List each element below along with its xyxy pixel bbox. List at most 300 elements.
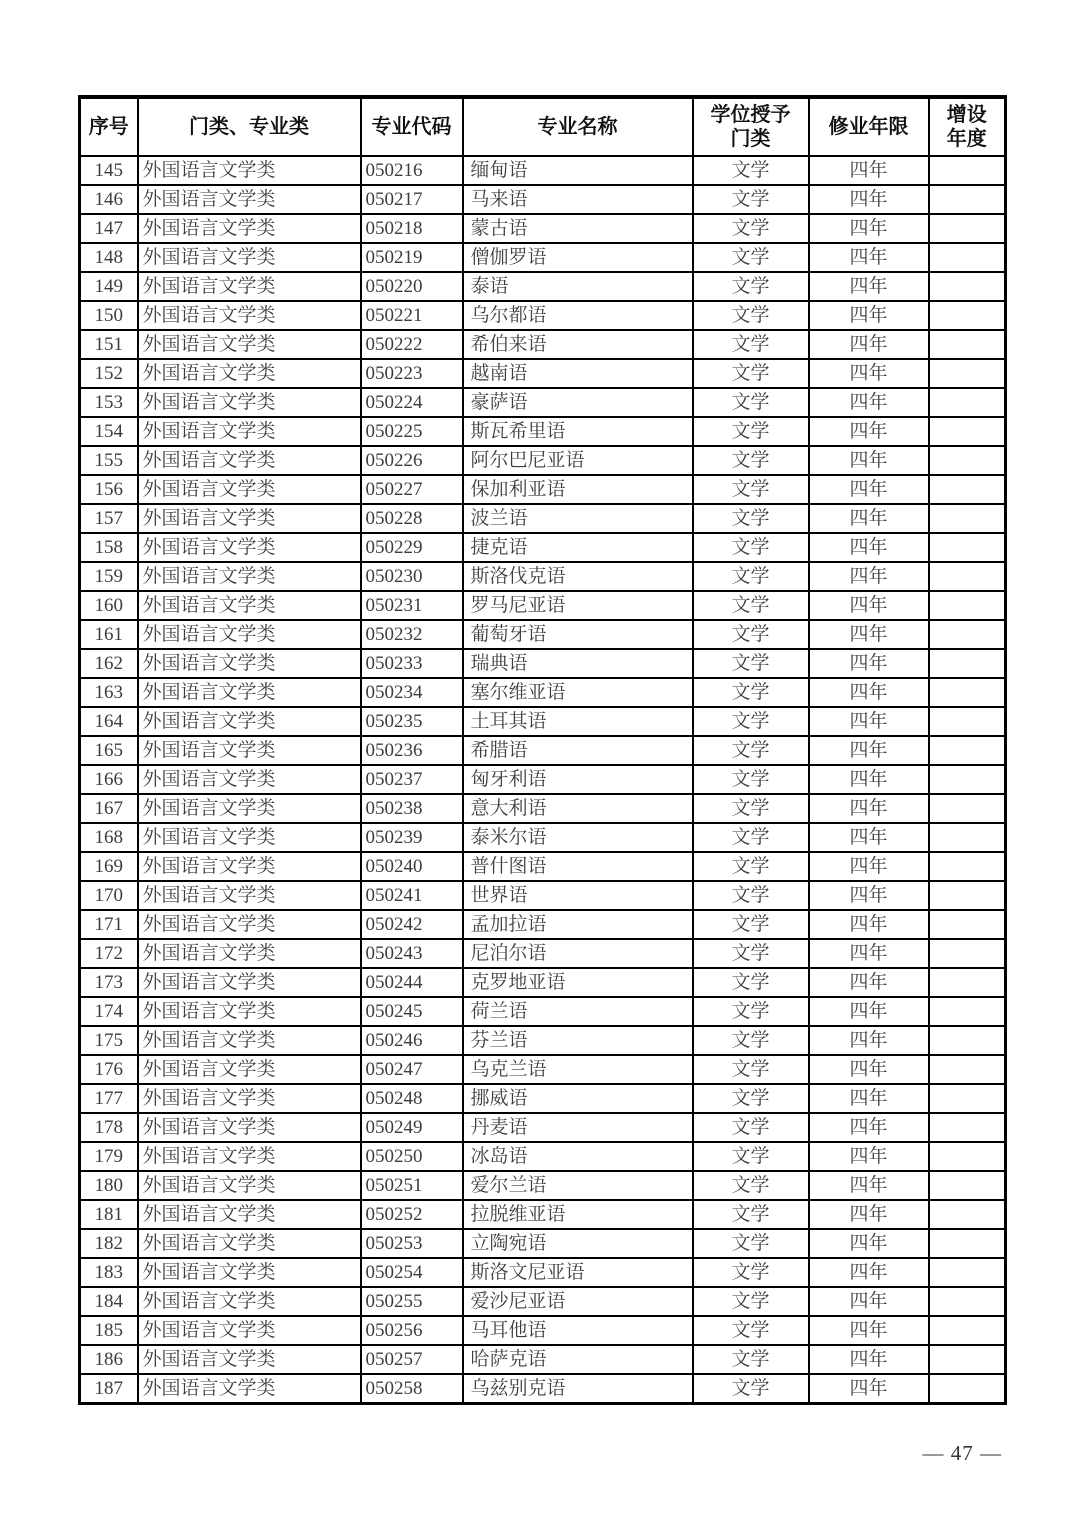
major-code-cell: 050227 [361, 475, 463, 504]
serial-number-cell: 180 [80, 1171, 138, 1200]
serial-number-cell: 184 [80, 1287, 138, 1316]
major-name-cell: 斯瓦希里语 [463, 417, 693, 446]
study-duration-cell: 四年 [809, 214, 929, 243]
serial-number-cell: 165 [80, 736, 138, 765]
page-number: — 47 — [922, 1441, 1002, 1465]
serial-number-cell: 181 [80, 1200, 138, 1229]
year-added-cell [929, 243, 1006, 272]
year-added-cell [929, 1374, 1006, 1404]
category-cell: 外国语言文学类 [138, 1171, 361, 1200]
study-duration-cell: 四年 [809, 1258, 929, 1287]
serial-number-cell: 166 [80, 765, 138, 794]
year-added-cell [929, 852, 1006, 881]
category-cell: 外国语言文学类 [138, 1084, 361, 1113]
major-code-cell: 050232 [361, 620, 463, 649]
degree-category-cell: 文学 [693, 968, 809, 997]
major-name-cell: 泰米尔语 [463, 823, 693, 852]
serial-number-cell: 185 [80, 1316, 138, 1345]
serial-number-cell: 177 [80, 1084, 138, 1113]
degree-category-cell: 文学 [693, 359, 809, 388]
table-row [80, 301, 1006, 330]
degree-category-cell: 文学 [693, 1374, 809, 1404]
major-code-cell: 050228 [361, 504, 463, 533]
table-row [80, 678, 1006, 707]
year-added-cell [929, 388, 1006, 417]
year-added-cell [929, 156, 1006, 185]
degree-category-cell: 文学 [693, 446, 809, 475]
serial-number-cell: 160 [80, 591, 138, 620]
study-duration-cell: 四年 [809, 562, 929, 591]
serial-number-cell: 155 [80, 446, 138, 475]
serial-number-cell: 171 [80, 910, 138, 939]
major-code-cell: 050257 [361, 1345, 463, 1374]
year-added-cell [929, 1200, 1006, 1229]
category-cell: 外国语言文学类 [138, 881, 361, 910]
major-name-cell: 希伯来语 [463, 330, 693, 359]
category-cell: 外国语言文学类 [138, 591, 361, 620]
table-row [80, 359, 1006, 388]
major-code-cell: 050235 [361, 707, 463, 736]
year-added-cell [929, 794, 1006, 823]
year-added-cell [929, 417, 1006, 446]
table-row [80, 910, 1006, 939]
major-code-cell: 050239 [361, 823, 463, 852]
table-row [80, 765, 1006, 794]
degree-category-cell: 文学 [693, 620, 809, 649]
table-header [80, 97, 1006, 156]
table-row [80, 1142, 1006, 1171]
year-added-cell [929, 678, 1006, 707]
year-added-cell [929, 823, 1006, 852]
table-row [80, 1200, 1006, 1229]
major-name-cell: 芬兰语 [463, 1026, 693, 1055]
major-name-cell: 斯洛文尼亚语 [463, 1258, 693, 1287]
major-code-cell: 050223 [361, 359, 463, 388]
major-code-cell: 050255 [361, 1287, 463, 1316]
table-body [80, 156, 1006, 1404]
major-name-cell: 泰语 [463, 272, 693, 301]
table-row [80, 214, 1006, 243]
major-name-cell: 挪威语 [463, 1084, 693, 1113]
year-added-cell [929, 1142, 1006, 1171]
category-cell: 外国语言文学类 [138, 1142, 361, 1171]
year-added-cell [929, 591, 1006, 620]
serial-number-cell: 153 [80, 388, 138, 417]
major-code-cell: 050217 [361, 185, 463, 214]
study-duration-cell: 四年 [809, 794, 929, 823]
category-cell: 外国语言文学类 [138, 301, 361, 330]
study-duration-cell: 四年 [809, 243, 929, 272]
degree-category-cell: 文学 [693, 417, 809, 446]
degree-category-cell: 文学 [693, 533, 809, 562]
table-row [80, 881, 1006, 910]
serial-number-cell: 175 [80, 1026, 138, 1055]
serial-number-cell: 173 [80, 968, 138, 997]
major-code-cell: 050237 [361, 765, 463, 794]
major-code-cell: 050253 [361, 1229, 463, 1258]
year-added-cell [929, 881, 1006, 910]
category-cell: 外国语言文学类 [138, 678, 361, 707]
study-duration-cell: 四年 [809, 678, 929, 707]
table-row [80, 794, 1006, 823]
degree-category-cell: 文学 [693, 156, 809, 185]
major-name-cell: 爱沙尼亚语 [463, 1287, 693, 1316]
major-code-cell: 050248 [361, 1084, 463, 1113]
major-name-cell: 荷兰语 [463, 997, 693, 1026]
category-cell: 外国语言文学类 [138, 185, 361, 214]
table-row [80, 852, 1006, 881]
degree-category-cell: 文学 [693, 475, 809, 504]
table-row [80, 1171, 1006, 1200]
year-added-cell [929, 562, 1006, 591]
major-code-cell: 050236 [361, 736, 463, 765]
degree-category-cell: 文学 [693, 388, 809, 417]
year-added-cell [929, 1258, 1006, 1287]
study-duration-cell: 四年 [809, 1055, 929, 1084]
degree-category-cell: 文学 [693, 997, 809, 1026]
major-name-cell: 爱尔兰语 [463, 1171, 693, 1200]
major-name-cell: 越南语 [463, 359, 693, 388]
study-duration-cell: 四年 [809, 1316, 929, 1345]
study-duration-cell: 四年 [809, 910, 929, 939]
major-code-cell: 050243 [361, 939, 463, 968]
major-name-cell: 阿尔巴尼亚语 [463, 446, 693, 475]
degree-category-cell: 文学 [693, 707, 809, 736]
degree-category-cell: 文学 [693, 1171, 809, 1200]
study-duration-cell: 四年 [809, 881, 929, 910]
serial-number-cell: 172 [80, 939, 138, 968]
category-cell: 外国语言文学类 [138, 794, 361, 823]
table-row [80, 620, 1006, 649]
study-duration-cell: 四年 [809, 504, 929, 533]
major-name-cell: 乌尔都语 [463, 301, 693, 330]
degree-category-cell: 文学 [693, 214, 809, 243]
degree-category-cell: 文学 [693, 939, 809, 968]
major-code-cell: 050258 [361, 1374, 463, 1404]
year-added-cell [929, 1229, 1006, 1258]
table-row [80, 156, 1006, 185]
study-duration-cell: 四年 [809, 649, 929, 678]
major-code-cell: 050218 [361, 214, 463, 243]
year-added-cell [929, 1113, 1006, 1142]
study-duration-cell: 四年 [809, 156, 929, 185]
category-cell: 外国语言文学类 [138, 446, 361, 475]
category-cell: 外国语言文学类 [138, 475, 361, 504]
table-row [80, 707, 1006, 736]
table-row [80, 533, 1006, 562]
degree-category-cell: 文学 [693, 1200, 809, 1229]
major-code-cell: 050244 [361, 968, 463, 997]
table-row [80, 1229, 1006, 1258]
year-added-cell [929, 707, 1006, 736]
major-name-cell: 缅甸语 [463, 156, 693, 185]
study-duration-cell: 四年 [809, 446, 929, 475]
degree-category-cell: 文学 [693, 823, 809, 852]
category-cell: 外国语言文学类 [138, 243, 361, 272]
serial-number-cell: 152 [80, 359, 138, 388]
major-code-cell: 050242 [361, 910, 463, 939]
study-duration-cell: 四年 [809, 620, 929, 649]
major-name-cell: 马耳他语 [463, 1316, 693, 1345]
serial-number-cell: 178 [80, 1113, 138, 1142]
category-cell: 外国语言文学类 [138, 852, 361, 881]
major-name-cell: 保加利亚语 [463, 475, 693, 504]
year-added-cell [929, 330, 1006, 359]
major-code-cell: 050245 [361, 997, 463, 1026]
study-duration-cell: 四年 [809, 852, 929, 881]
serial-number-cell: 176 [80, 1055, 138, 1084]
degree-category-cell: 文学 [693, 1229, 809, 1258]
serial-number-cell: 161 [80, 620, 138, 649]
study-duration-cell: 四年 [809, 330, 929, 359]
column-header-3: 专业名称 [463, 97, 693, 156]
category-cell: 外国语言文学类 [138, 707, 361, 736]
major-code-cell: 050219 [361, 243, 463, 272]
category-cell: 外国语言文学类 [138, 359, 361, 388]
serial-number-cell: 151 [80, 330, 138, 359]
major-code-cell: 050252 [361, 1200, 463, 1229]
serial-number-cell: 163 [80, 678, 138, 707]
major-name-cell: 意大利语 [463, 794, 693, 823]
serial-number-cell: 169 [80, 852, 138, 881]
serial-number-cell: 148 [80, 243, 138, 272]
study-duration-cell: 四年 [809, 1374, 929, 1404]
major-name-cell: 捷克语 [463, 533, 693, 562]
serial-number-cell: 168 [80, 823, 138, 852]
year-added-cell [929, 533, 1006, 562]
serial-number-cell: 162 [80, 649, 138, 678]
degree-category-cell: 文学 [693, 736, 809, 765]
major-name-cell: 克罗地亚语 [463, 968, 693, 997]
study-duration-cell: 四年 [809, 1229, 929, 1258]
degree-category-cell: 文学 [693, 1055, 809, 1084]
major-code-cell: 050246 [361, 1026, 463, 1055]
category-cell: 外国语言文学类 [138, 1113, 361, 1142]
category-cell: 外国语言文学类 [138, 504, 361, 533]
study-duration-cell: 四年 [809, 1113, 929, 1142]
major-code-cell: 050221 [361, 301, 463, 330]
degree-category-cell: 文学 [693, 881, 809, 910]
major-name-cell: 土耳其语 [463, 707, 693, 736]
table-row [80, 968, 1006, 997]
year-added-cell [929, 1055, 1006, 1084]
serial-number-cell: 186 [80, 1345, 138, 1374]
study-duration-cell: 四年 [809, 997, 929, 1026]
major-code-cell: 050216 [361, 156, 463, 185]
major-code-cell: 050226 [361, 446, 463, 475]
serial-number-cell: 182 [80, 1229, 138, 1258]
major-code-cell: 050229 [361, 533, 463, 562]
major-name-cell: 丹麦语 [463, 1113, 693, 1142]
table-row [80, 272, 1006, 301]
category-cell: 外国语言文学类 [138, 1055, 361, 1084]
year-added-cell [929, 939, 1006, 968]
table-row [80, 997, 1006, 1026]
degree-category-cell: 文学 [693, 1316, 809, 1345]
serial-number-cell: 154 [80, 417, 138, 446]
category-cell: 外国语言文学类 [138, 910, 361, 939]
year-added-cell [929, 1084, 1006, 1113]
degree-category-cell: 文学 [693, 852, 809, 881]
column-header-4: 学位授予门类 [693, 97, 809, 156]
table-header-row [80, 97, 1006, 156]
year-added-cell [929, 272, 1006, 301]
study-duration-cell: 四年 [809, 475, 929, 504]
study-duration-cell: 四年 [809, 1287, 929, 1316]
category-cell: 外国语言文学类 [138, 1200, 361, 1229]
category-cell: 外国语言文学类 [138, 1287, 361, 1316]
degree-category-cell: 文学 [693, 1084, 809, 1113]
serial-number-cell: 158 [80, 533, 138, 562]
year-added-cell [929, 997, 1006, 1026]
category-cell: 外国语言文学类 [138, 1026, 361, 1055]
study-duration-cell: 四年 [809, 1142, 929, 1171]
serial-number-cell: 167 [80, 794, 138, 823]
serial-number-cell: 170 [80, 881, 138, 910]
serial-number-cell: 147 [80, 214, 138, 243]
table-row [80, 591, 1006, 620]
table-row [80, 1374, 1006, 1404]
category-cell: 外国语言文学类 [138, 388, 361, 417]
degree-category-cell: 文学 [693, 649, 809, 678]
table-row [80, 1258, 1006, 1287]
category-cell: 外国语言文学类 [138, 1316, 361, 1345]
major-code-cell: 050230 [361, 562, 463, 591]
degree-category-cell: 文学 [693, 272, 809, 301]
category-cell: 外国语言文学类 [138, 1374, 361, 1404]
degree-category-cell: 文学 [693, 678, 809, 707]
serial-number-cell: 174 [80, 997, 138, 1026]
major-name-cell: 匈牙利语 [463, 765, 693, 794]
year-added-cell [929, 1026, 1006, 1055]
degree-category-cell: 文学 [693, 1287, 809, 1316]
year-added-cell [929, 1316, 1006, 1345]
table-row [80, 1084, 1006, 1113]
study-duration-cell: 四年 [809, 359, 929, 388]
year-added-cell [929, 1287, 1006, 1316]
year-added-cell [929, 504, 1006, 533]
category-cell: 外国语言文学类 [138, 1229, 361, 1258]
study-duration-cell: 四年 [809, 1084, 929, 1113]
category-cell: 外国语言文学类 [138, 1345, 361, 1374]
table-row [80, 475, 1006, 504]
major-name-cell: 斯洛伐克语 [463, 562, 693, 591]
table-row [80, 1055, 1006, 1084]
table-row [80, 1113, 1006, 1142]
major-code-cell: 050224 [361, 388, 463, 417]
degree-category-cell: 文学 [693, 591, 809, 620]
table-row [80, 504, 1006, 533]
degree-category-cell: 文学 [693, 504, 809, 533]
column-header-6: 增设年度 [929, 97, 1006, 156]
year-added-cell [929, 1171, 1006, 1200]
year-added-cell [929, 910, 1006, 939]
major-name-cell: 孟加拉语 [463, 910, 693, 939]
study-duration-cell: 四年 [809, 823, 929, 852]
category-cell: 外国语言文学类 [138, 1258, 361, 1287]
majors-table [78, 95, 1007, 1405]
category-cell: 外国语言文学类 [138, 765, 361, 794]
table-row [80, 185, 1006, 214]
table-row [80, 388, 1006, 417]
major-name-cell: 哈萨克语 [463, 1345, 693, 1374]
category-cell: 外国语言文学类 [138, 214, 361, 243]
major-name-cell: 普什图语 [463, 852, 693, 881]
year-added-cell [929, 1345, 1006, 1374]
column-header-0: 序号 [80, 97, 138, 156]
category-cell: 外国语言文学类 [138, 620, 361, 649]
major-name-cell: 冰岛语 [463, 1142, 693, 1171]
major-code-cell: 050256 [361, 1316, 463, 1345]
study-duration-cell: 四年 [809, 736, 929, 765]
study-duration-cell: 四年 [809, 1345, 929, 1374]
major-name-cell: 瑞典语 [463, 649, 693, 678]
year-added-cell [929, 214, 1006, 243]
major-code-cell: 050247 [361, 1055, 463, 1084]
study-duration-cell: 四年 [809, 301, 929, 330]
degree-category-cell: 文学 [693, 301, 809, 330]
table-row [80, 649, 1006, 678]
major-name-cell: 塞尔维亚语 [463, 678, 693, 707]
major-name-cell: 世界语 [463, 881, 693, 910]
study-duration-cell: 四年 [809, 1200, 929, 1229]
serial-number-cell: 159 [80, 562, 138, 591]
category-cell: 外国语言文学类 [138, 968, 361, 997]
year-added-cell [929, 968, 1006, 997]
major-name-cell: 乌兹别克语 [463, 1374, 693, 1404]
year-added-cell [929, 649, 1006, 678]
column-header-1: 门类、专业类 [138, 97, 361, 156]
degree-category-cell: 文学 [693, 185, 809, 214]
major-code-cell: 050251 [361, 1171, 463, 1200]
major-code-cell: 050254 [361, 1258, 463, 1287]
degree-category-cell: 文学 [693, 765, 809, 794]
degree-category-cell: 文学 [693, 1345, 809, 1374]
study-duration-cell: 四年 [809, 765, 929, 794]
major-name-cell: 立陶宛语 [463, 1229, 693, 1258]
study-duration-cell: 四年 [809, 417, 929, 446]
category-cell: 外国语言文学类 [138, 997, 361, 1026]
category-cell: 外国语言文学类 [138, 736, 361, 765]
major-code-cell: 050238 [361, 794, 463, 823]
major-name-cell: 豪萨语 [463, 388, 693, 417]
serial-number-cell: 157 [80, 504, 138, 533]
study-duration-cell: 四年 [809, 968, 929, 997]
major-code-cell: 050220 [361, 272, 463, 301]
table-row [80, 736, 1006, 765]
major-name-cell: 乌克兰语 [463, 1055, 693, 1084]
table-row [80, 1287, 1006, 1316]
category-cell: 外国语言文学类 [138, 939, 361, 968]
year-added-cell [929, 765, 1006, 794]
major-code-cell: 050249 [361, 1113, 463, 1142]
major-code-cell: 050241 [361, 881, 463, 910]
major-code-cell: 050231 [361, 591, 463, 620]
year-added-cell [929, 736, 1006, 765]
serial-number-cell: 156 [80, 475, 138, 504]
degree-category-cell: 文学 [693, 330, 809, 359]
table-row [80, 1026, 1006, 1055]
category-cell: 外国语言文学类 [138, 533, 361, 562]
major-code-cell: 050234 [361, 678, 463, 707]
major-name-cell: 蒙古语 [463, 214, 693, 243]
major-code-cell: 050225 [361, 417, 463, 446]
degree-category-cell: 文学 [693, 1258, 809, 1287]
degree-category-cell: 文学 [693, 1113, 809, 1142]
table-row [80, 823, 1006, 852]
study-duration-cell: 四年 [809, 388, 929, 417]
study-duration-cell: 四年 [809, 185, 929, 214]
